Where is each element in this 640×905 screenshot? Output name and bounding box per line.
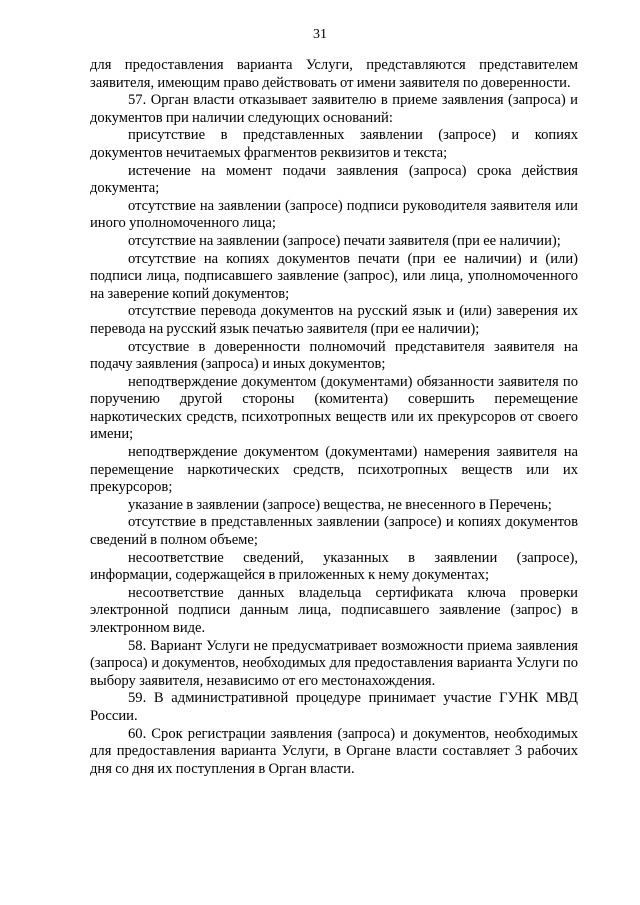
page-number: 31 bbox=[313, 27, 327, 42]
document-body bbox=[90, 57, 578, 778]
ground-certificate-mismatch: несоответствие данных владельца сертификата ключа проверки электронной подписи данным лица, подписавшего заявление (запрос) в электронном виде. bbox=[90, 584, 578, 636]
ground-unreadable-fragments: присутствие в представленных заявлении (запросе) и копиях документов нечитаемых фрагментов реквизитов и текста; bbox=[90, 127, 578, 161]
ground-copies-not-certified: отсутствие на копиях документов печати (при ее наличии) и (или) подписи лица, подписавшего заявление (запрос), или лица, уполномоченного на заверение копий документов; bbox=[90, 250, 578, 302]
ground-information-mismatch: несоответствие сведений, указанных в заявлении (запросе), информации, содержащейся в приложенных к нему документах; bbox=[90, 549, 578, 584]
ground-incomplete-information: отсутствие в представленных заявлении (запросе) и копиях документов сведений в полном объеме; bbox=[90, 514, 578, 549]
paragraph-continuation: для предоставления варианта Услуги, представляются представителем заявителя, имеющим право действовать от имени заявителя по доверенности. bbox=[90, 57, 578, 91]
ground-intention-unconfirmed: неподтверждение документом (документами) намерения заявителя на перемещение наркотических средств, психотропных веществ или их прекурсоров; bbox=[90, 444, 578, 496]
paragraph-58: 58. Вариант Услуги не предусматривает возможности приема заявления (запроса) и документов, необходимых для предоставления варианта Услуги по выбору заявителя, независимо от его местонахождения. bbox=[90, 637, 578, 689]
ground-document-expired: истечение на момент подачи заявления (запроса) срока действия документа; bbox=[90, 162, 578, 197]
ground-missing-translation: отсутствие перевода документов на русский язык и (или) заверения их перевода на русский язык печатью заявителя (при ее наличии); bbox=[90, 303, 578, 337]
ground-obligation-unconfirmed: неподтверждение документом (документами) обязанности заявителя по поручению другой стороны (комитента) совершить перемещение наркотических средств, психотропных веществ или их прекурсоров от своего имени; bbox=[90, 373, 578, 443]
ground-no-power-of-attorney: отсуствие в доверенности полномочий представителя заявителя на подачу заявления (запроса) и иных документов; bbox=[90, 338, 578, 373]
paragraph-60: 60. Срок регистрации заявления (запроса) и документов, необходимых для предоставления варианта Услуги, в Органе власти составляет 3 рабочих дня со дня их поступления в Орган власти. bbox=[90, 725, 578, 777]
ground-substance-not-listed: указание в заявлении (запросе) вещества, не внесенного в Перечень; bbox=[128, 496, 552, 513]
paragraph-59: 59. В административной процедуре принимает участие ГУНК МВД России. bbox=[90, 690, 578, 724]
paragraph-57: 57. Орган власти отказывает заявителю в приеме заявления (запроса) и документов при наличии следующих оснований: bbox=[90, 92, 578, 126]
ground-missing-seal: отсутствие на заявлении (запросе) печати заявителя (при ее наличии); bbox=[128, 232, 561, 249]
ground-missing-signature: отсутствие на заявлении (запросе) подписи руководителя заявителя или иного уполномоченного лица; bbox=[90, 197, 578, 232]
